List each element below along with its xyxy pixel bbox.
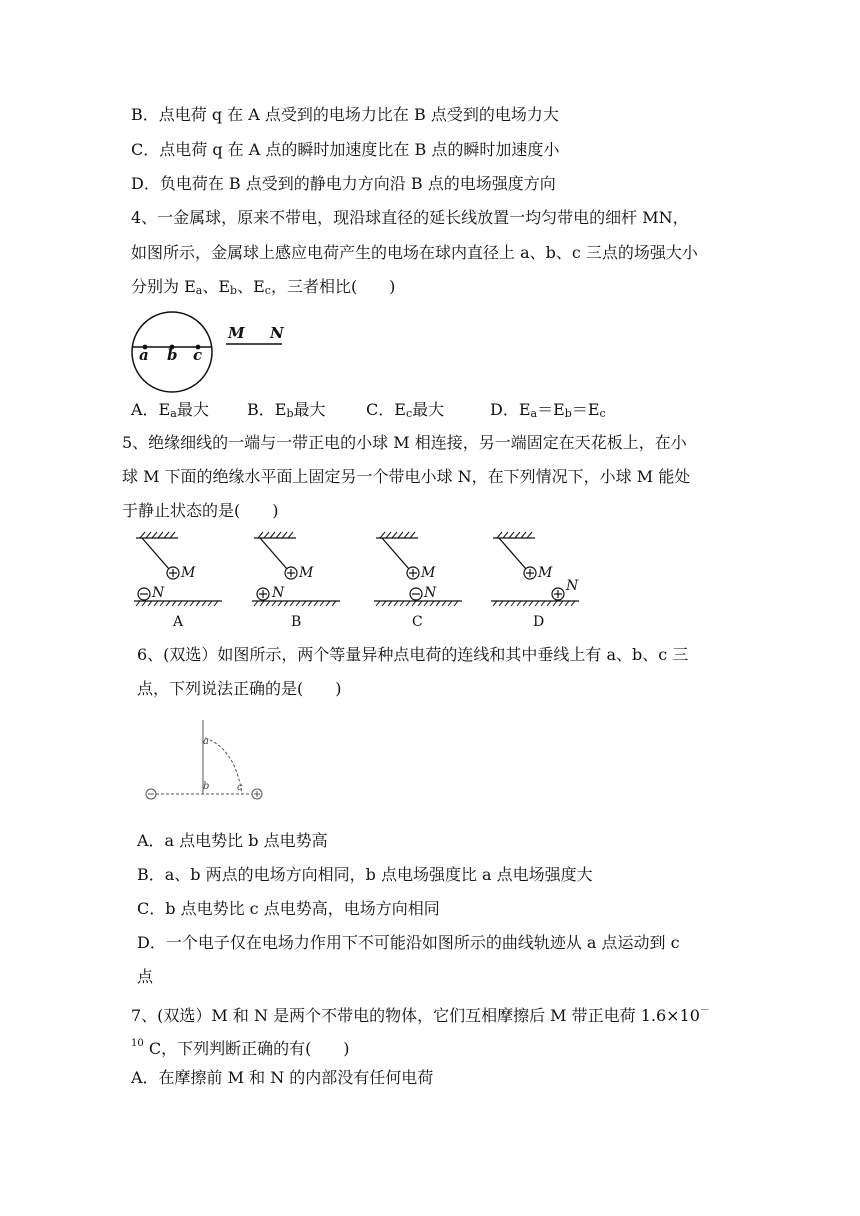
q5-stem-line1: 5、绝缘细线的一端与一带正电的小球 M 相连接，另一端固定在天花板上，在小 bbox=[122, 433, 687, 452]
figure-b-label: B bbox=[291, 614, 302, 630]
q6-option-c: C．b 点电势比 c 点电势高，电场方向相同 bbox=[137, 899, 440, 918]
q6-stem-line2: 点，下列说法正确的是( ) bbox=[137, 679, 342, 698]
q5-stem-line3: 于静止状态的是( ) bbox=[122, 501, 279, 520]
ball-n-label: N bbox=[566, 578, 579, 594]
q6-dipole-diagram bbox=[140, 718, 270, 808]
q4-option-b: B．Eb最大 bbox=[247, 400, 326, 420]
point-c-label: c bbox=[237, 782, 243, 793]
q6-figure bbox=[140, 718, 270, 808]
ball-m-label: M bbox=[299, 565, 314, 581]
q4-stem-line2: 如图所示，金属球上感应电荷产生的电场在球内直径上 a、b、c 三点的场强大小 bbox=[131, 243, 698, 262]
q4-stem-line3: 分别为 Ea、Eb、Ec，三者相比( ) bbox=[131, 277, 396, 297]
point-a-label: a bbox=[203, 736, 209, 747]
q6-option-a: A．a 点电势比 b 点电势高 bbox=[137, 831, 328, 850]
q4-sphere-diagram bbox=[128, 308, 298, 394]
q4-option-d: D．Ea＝Eb＝Ec bbox=[490, 400, 606, 420]
ball-m-label: M bbox=[181, 565, 196, 581]
q4-figure bbox=[128, 308, 298, 394]
point-a-label: a bbox=[139, 346, 149, 364]
rod-m-label: M bbox=[228, 324, 245, 342]
q4-option-a: A．Ea最大 bbox=[131, 400, 209, 420]
q7-stem-line1: 7、(双选）M 和 N 是两个不带电的物体，它们互相摩擦后 M 带正电荷 1.6×10－ bbox=[131, 1005, 710, 1025]
ball-n-label: N bbox=[272, 585, 285, 601]
ball-m-label: M bbox=[421, 565, 436, 581]
q7-stem-line2: $^{10}$ C，下列判断正确的有( ) bbox=[131, 1038, 350, 1058]
rod-n-label: N bbox=[270, 324, 284, 342]
q5-stem-line2: 球 M 下面的绝缘水平面上固定另一个带电小球 N，在下列情况下，小球 M 能处 bbox=[122, 467, 691, 486]
point-c-label: c bbox=[193, 346, 203, 364]
figure-d-label: D bbox=[533, 614, 545, 630]
ball-n-label: N bbox=[152, 585, 165, 601]
thread bbox=[142, 538, 169, 569]
q6-stem-line1: 6、(双选）如图所示，两个等量异种点电荷的连线和其中垂线上有 a、b、c 三 bbox=[137, 645, 689, 664]
q3-option-b: B．点电荷 q 在 A 点受到的电场力比在 B 点受到的电场力大 bbox=[131, 105, 559, 124]
q6-option-b: B．a、b 两点的电场方向相同，b 点电场强度比 a 点电场强度大 bbox=[137, 865, 593, 884]
figure-c-label: C bbox=[412, 614, 423, 630]
q3-option-d: D．负电荷在 B 点受到的静电力方向沿 B 点的电场强度方向 bbox=[131, 174, 556, 193]
q7-option-a: A．在摩擦前 M 和 N 的内部没有任何电荷 bbox=[131, 1068, 434, 1087]
q6-option-d-line1: D．一个电子仅在电场力作用下不可能沿如图所示的曲线轨迹从 a 点运动到 c bbox=[137, 933, 680, 952]
q4-option-c: C．Ec最大 bbox=[366, 400, 445, 420]
q4-stem-line1: 4、一金属球，原来不带电，现沿球直径的延长线放置一均匀带电的细杆 MN， bbox=[131, 208, 689, 227]
figure-a-label: A bbox=[173, 614, 184, 630]
point-b-label: b bbox=[203, 781, 210, 792]
ball-n-label: N bbox=[424, 585, 437, 601]
q5-figures bbox=[0, 530, 860, 630]
point-b-label: b bbox=[167, 346, 178, 364]
q6-option-d-line2: 点 bbox=[137, 967, 154, 986]
ball-m-label: M bbox=[538, 565, 553, 581]
q3-option-c: C．点电荷 q 在 A 点的瞬时加速度比在 B 点的瞬时加速度小 bbox=[131, 140, 560, 159]
